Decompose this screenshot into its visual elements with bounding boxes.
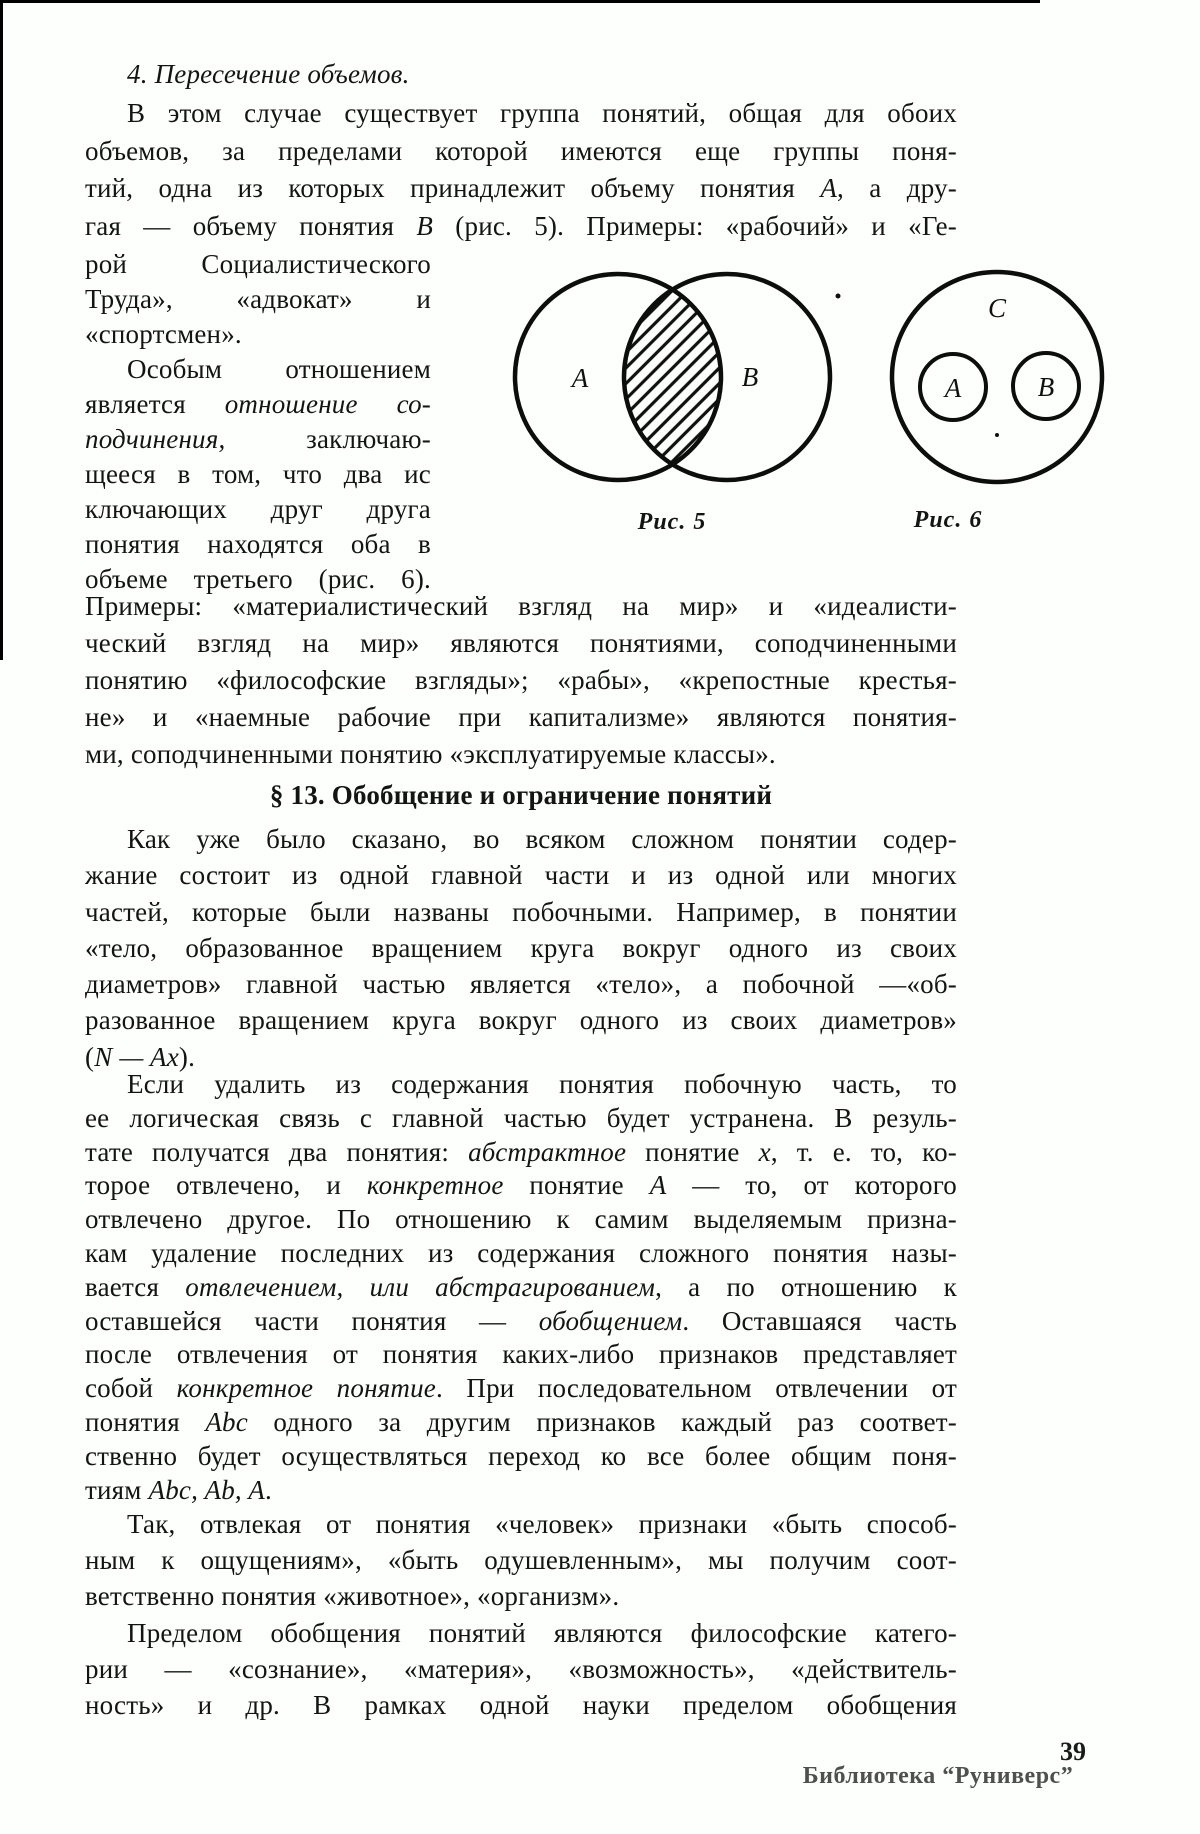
text-segment: ). [178,1041,196,1072]
text-line [85,857,957,893]
emphasized-text: Abc, Ab, A [148,1474,266,1505]
text-line [85,282,431,317]
text-line [85,588,957,625]
text-line [85,1506,957,1542]
text-segment: заключаю- [225,424,431,454]
library-watermark: Библиотека “Руниверс” [802,1763,1074,1789]
paragraph-s13-3 [85,1506,957,1614]
text-segment: рой Социалистического [85,249,431,279]
text-line [85,699,957,736]
figure-6-caption: Рис. 6 [913,507,983,533]
text-segment: ключающих друг друга [85,494,431,524]
text-line [85,1542,957,1578]
text-segment: отвлечено другое. По отношению к самим выделяемым призна- [85,1204,957,1235]
text-line [85,208,957,246]
text-line [85,1203,957,1237]
text-line [85,1271,957,1305]
text-segment: ми, соподчиненными понятию «эксплуатируемые классы». [85,739,776,769]
text-line [85,457,431,492]
paragraph-s13-4 [85,1615,957,1723]
emphasized-text: абстрактное [468,1136,627,1167]
text-line [85,966,957,1002]
text-line [85,527,431,562]
text-line [85,1406,957,1440]
emphasized-text: обобщением [538,1305,683,1336]
text-segment: вается [85,1271,186,1302]
emphasized-text: конкретное понятие [176,1373,436,1404]
text-line [85,1102,957,1136]
paragraph-intro [85,95,957,245]
text-segment: , т. е. то, ко- [770,1136,957,1167]
emphasized-text: x [758,1136,771,1167]
text-segment: понятия находятся оба в [85,529,431,559]
text-line [85,133,957,171]
text-segment: ческий взгляд на мир» являются понятиями, соподчиненными [85,628,957,658]
text-line [85,1136,957,1170]
text-segment: частей, которые были названы побочными. Например, в понятии [85,896,957,927]
text-segment: ным к ощущениям», «быть одушевленным», мы получим соот- [85,1545,957,1575]
figure-6-cosubordination [892,272,1102,482]
text-line [85,170,957,208]
ink-dot [995,433,999,437]
text-segment: Пределом обобщения понятий являются философские катего- [127,1618,957,1648]
text-segment: . При последовательном отвлечении от [436,1373,957,1404]
text-line [85,1615,957,1651]
ink-dot [836,294,841,299]
text-line [85,1338,957,1372]
figure-5-caption: Рис. 5 [637,509,707,535]
text-segment: собой [85,1373,177,1404]
left-column-subordination [85,352,431,597]
text-line [85,95,957,133]
text-line [85,1068,957,1102]
text-segment: ветственно понятия «животное», «организм». [85,1581,620,1611]
text-segment: гая — объему понятия [85,210,417,241]
paragraph-s13-1 [85,821,957,1075]
text-segment: . Оставшаяся часть [682,1305,958,1336]
text-line [85,662,957,699]
text-segment: понятия [85,1406,206,1437]
scan-edge-artifact-left [0,0,3,660]
text-segment: не» и «наемные рабочие при капитализме» являются понятия- [85,702,957,732]
item-4-heading: 4. Пересечение объемов. [127,59,410,89]
emphasized-text: подчинения, [85,424,226,454]
text-line [85,1474,957,1508]
text-segment: ность» и др. В рамках одной науки пределом обобщения [85,1690,957,1720]
text-line [85,1440,957,1474]
text-line [85,1169,957,1203]
text-segment: торое отвлечено, и [85,1170,367,1201]
text-segment: — то, от которого [666,1170,957,1201]
scan-edge-artifact-top [0,0,1040,3]
text-line [85,1578,957,1614]
text-segment: диаметров» главной частью является «тело», а побочной —«об- [85,969,957,1000]
text-line [85,387,431,422]
emphasized-text: B [416,210,434,241]
text-line [85,930,957,966]
emphasized-text: конкретное [366,1170,504,1201]
left-column-continuation [85,247,431,352]
text-segment: Особым отношением [127,354,431,384]
text-segment: ее логическая связь с главной частью будет устранена. В резуль- [85,1102,957,1133]
text-line [85,1372,957,1406]
text-segment: объемов, за пределами которой имеются еще группы поня- [85,135,957,166]
text-segment: одного за другим признаков каждый раз соответ- [247,1406,957,1437]
text-segment: жание состоит из одной главной части и из одной или многих [85,860,957,891]
text-line [85,1651,957,1687]
emphasized-text: N — Ax [94,1041,179,1072]
text-segment: после отвлечения от понятия каких-либо признаков представляет [85,1339,957,1370]
text-line [85,352,431,387]
text-segment: объеме третьего (рис. 6). [85,564,431,594]
text-segment: тате получатся два понятия: [85,1136,469,1167]
figure-5-intersection [515,274,841,480]
text-segment: «тело, образованное вращением круга вокруг одного из своих [85,932,957,963]
text-segment: щееся в том, что два ис [85,459,431,489]
text-line [85,492,431,527]
section-13-heading: § 13. Обобщение и ограничение понятий [269,780,773,810]
text-segment: рии — «сознание», «материя», «возможность», «действитель- [85,1654,957,1684]
label-c: C [987,293,1007,323]
text-segment: В этом случае существует группа понятий, общая для обоих [127,98,957,128]
venn-diagrams [420,255,1120,495]
text-line [85,422,431,457]
emphasized-text: отношение со- [224,389,431,419]
text-segment: , а дру- [837,173,957,203]
text-line [85,317,431,352]
text-segment: . [265,1474,272,1505]
text-segment: тий, одна из которых принадлежит объему понятия [85,173,821,203]
text-segment: Труда», «адвокат» и [85,284,431,314]
text-line [85,1002,957,1038]
emphasized-text: отвлечением, или абстрагированием [185,1271,656,1302]
text-line [85,736,957,773]
text-line [85,1237,957,1271]
text-segment: является [85,389,225,419]
text-segment: разованное вращением круга вокруг одного из своих диаметров» [85,1005,957,1036]
text-line [85,1687,957,1723]
text-segment: ственно будет осуществляться переход ко все более общим поня- [85,1440,957,1471]
text-segment: понятию «философские взгляды»; «рабы», «крепостные крестья- [85,665,957,695]
emphasized-text: A [820,173,838,203]
text-segment: понятие [626,1136,759,1167]
text-segment: Если удалить из содержания понятия побочную часть, то [127,1069,957,1099]
text-line [85,821,957,857]
text-segment: оставшейся части понятия — [85,1305,539,1336]
text-segment: Примеры: «материалистический взгляд на мир» и «идеалисти- [85,591,957,621]
text-segment: тиям [85,1474,149,1505]
text-segment: Так, отвлекая от понятия «человек» признаки «быть способ- [127,1509,957,1539]
label-inner-b: B [1037,372,1055,402]
text-segment: понятие [503,1170,650,1201]
text-segment: (рис. 5). Примеры: «рабочий» и «Ге- [433,210,957,241]
label-b: B [741,362,759,392]
text-line [85,894,957,930]
page-number: 39 [1060,1737,1086,1766]
text-segment: кам удаление последних из содержания сложного понятия назы- [85,1237,957,1268]
text-segment: «спортсмен». [85,319,242,349]
emphasized-text: A [649,1170,667,1201]
label-inner-a: A [944,373,962,403]
text-segment: Как уже было сказано, во всяком сложном понятии содер- [127,824,957,854]
text-line [85,1305,957,1339]
label-a: A [571,363,589,393]
text-line [85,625,957,662]
text-line [85,247,431,282]
paragraph-s13-2 [85,1068,957,1507]
paragraph-examples [85,588,957,773]
text-segment: ( [85,1041,95,1072]
text-segment: , а по отношению к [655,1271,958,1302]
emphasized-text: Abc [205,1406,248,1437]
